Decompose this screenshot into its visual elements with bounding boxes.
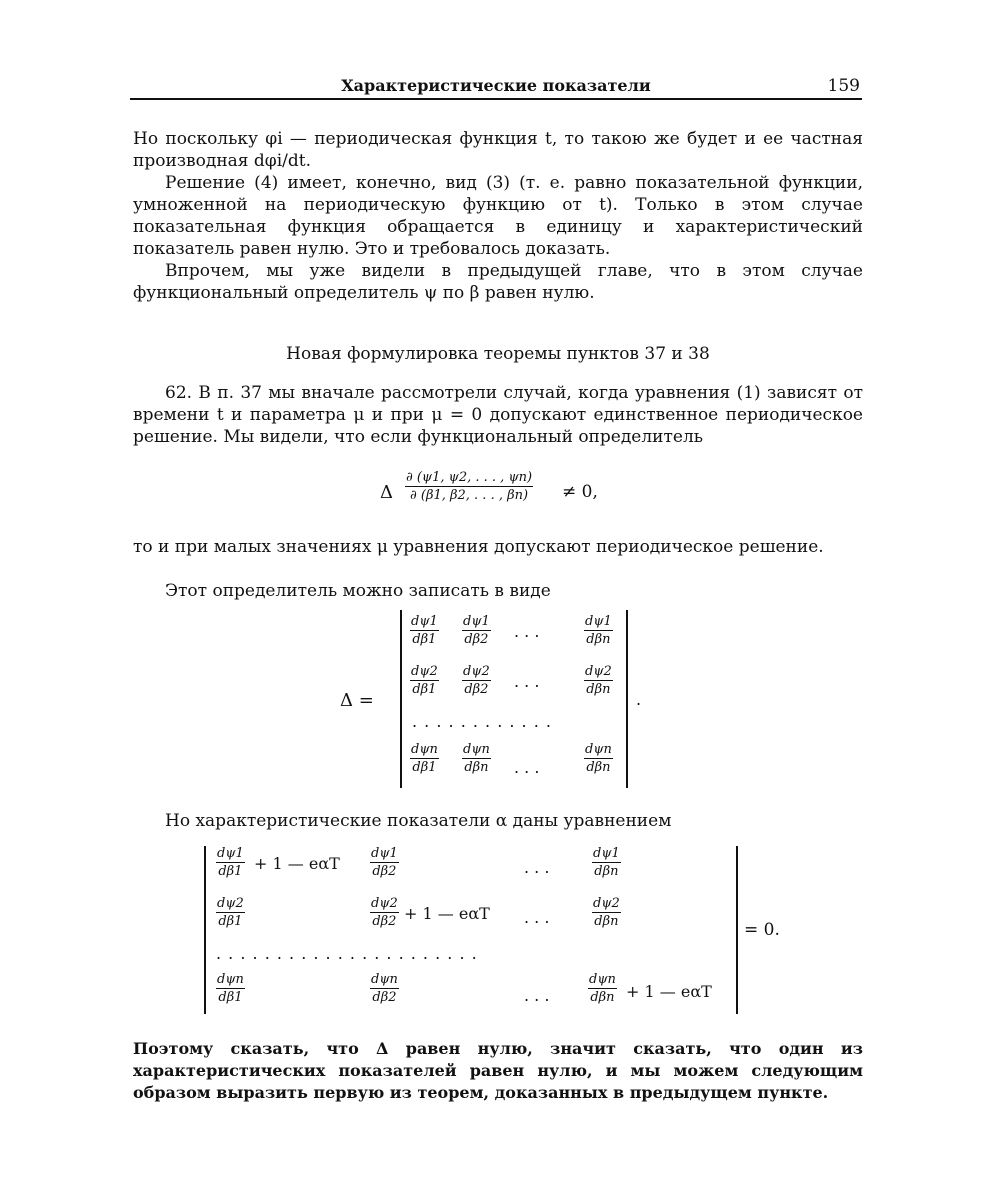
paragraph-3: Впрочем, мы уже видели в предыдущей главе, что в этом случае функциональный определитель ψ по β равен нулю.: [133, 261, 863, 303]
eq3-right-bar: [736, 846, 738, 1014]
eq3-cell: dψn dβ2: [371, 972, 398, 1005]
eq2-dot-row: . . . . . . . . . . . .: [412, 712, 552, 731]
eq3-cell: dψn dβn: [589, 972, 616, 1005]
eq3-cell: $\frac{d\psi 2}{d\beta 2}$: [371, 896, 398, 929]
eq2-period: .: [636, 690, 642, 709]
paragraph-2: Решение (4) имеет, конечно, вид (3) (т. е. равно показательной функции, умноженной на периодическую функцию от t). Только в этом случае показательная функция обращается в единицу и характеристический показатель равен нулю. Это и требовалось доказать.: [133, 173, 863, 259]
eq3-dots: . . .: [524, 908, 550, 927]
eq1-fraction: [405, 470, 533, 503]
eq3-term: + 1 — eαT: [626, 982, 712, 1001]
eq1-numerator: ∂ (ψ1, ψ2, . . . , ψn): [406, 470, 533, 485]
eq2-cell: dψn dβn: [463, 742, 490, 775]
eq2-left-bar: [400, 610, 402, 788]
paragraph-6: Этот определитель можно записать в виде: [165, 581, 551, 601]
eq2-cell: dψ1 dβn: [585, 614, 612, 647]
running-header: [130, 72, 862, 100]
running-header-title: Характеристические показатели: [341, 76, 651, 95]
eq3-dot-row: . . . . . . . . . . . . . . . . . . . . . .: [216, 944, 478, 963]
eq2-cell: dψn dβ1: [411, 742, 438, 775]
eq3-dots: . . .: [524, 858, 550, 877]
paragraph-1: Но поскольку φi — периодическая функция t, то такою же будет и ее частная производная dφi/dt.: [133, 129, 863, 171]
eq2-cell: dψ2 dβn: [585, 664, 612, 697]
eq3-rhs: = 0.: [744, 920, 780, 940]
section-title: Новая формулировка теоремы пунктов 37 и 38: [286, 344, 710, 364]
eq2-cell: dψn dβn: [585, 742, 612, 775]
paragraph-7: Но характеристические показатели α даны уравнением: [165, 811, 672, 831]
eq3-term: + 1 — eαT: [404, 904, 490, 923]
eq2-right-bar: [626, 610, 628, 788]
eq3-cell: dψ1 dβn: [593, 846, 620, 879]
eq1-delta: Δ: [380, 482, 393, 503]
eq2-lhs: Δ =: [340, 690, 374, 711]
eq3-term: + 1 — eαT: [254, 854, 340, 873]
eq2-cell: $\frac{d\psi 2}{d\beta 2}$: [463, 664, 490, 697]
eq2-cell: $\frac{d\psi 1}{d\beta 1}$: [411, 614, 438, 647]
eq3-cell: dψn dβ1: [217, 972, 244, 1005]
eq2-dots: . . .: [514, 758, 540, 777]
eq3-cell: $\frac{d\psi 2}{d\beta 1}$: [217, 896, 244, 929]
eq3-cell: $\frac{d\psi 1}{d\beta 1}$: [217, 846, 244, 879]
paragraph-5: то и при малых значениях μ уравнения допускают периодическое решение.: [133, 537, 824, 557]
eq1-denominator: ∂ (β1, β2, . . . , βn): [410, 488, 529, 503]
eq3-cell: $\frac{d\psi 1}{d\beta 2}$: [371, 846, 398, 879]
paragraph-8: Поэтому сказать, что Δ равен нулю, значит сказать, что один из характеристических показателей равен нулю, и мы можем следующим образом выразить первую из теорем, доказанных в предыдущем пункте.: [133, 1039, 863, 1102]
page-number: 159: [827, 76, 860, 96]
eq1-relation: ≠ 0,: [562, 482, 598, 502]
eq2-dots: . . .: [514, 672, 540, 691]
eq3-dots: . . .: [524, 986, 550, 1005]
eq2-cell: $\frac{d\psi 2}{d\beta 1}$: [411, 664, 438, 697]
paragraph-4: 62. В п. 37 мы вначале рассмотрели случай, когда уравнения (1) зависят от времени t и параметра μ и при μ = 0 допускают единственное периодическое решение. Мы видели, что если функциональный определитель: [133, 383, 863, 447]
eq3-cell: dψ2 dβn: [593, 896, 620, 929]
eq3-left-bar: [204, 846, 206, 1014]
eq2-cell: $\frac{d\psi 1}{d\beta 2}$: [463, 614, 490, 647]
eq2-dots: . . .: [514, 622, 540, 641]
